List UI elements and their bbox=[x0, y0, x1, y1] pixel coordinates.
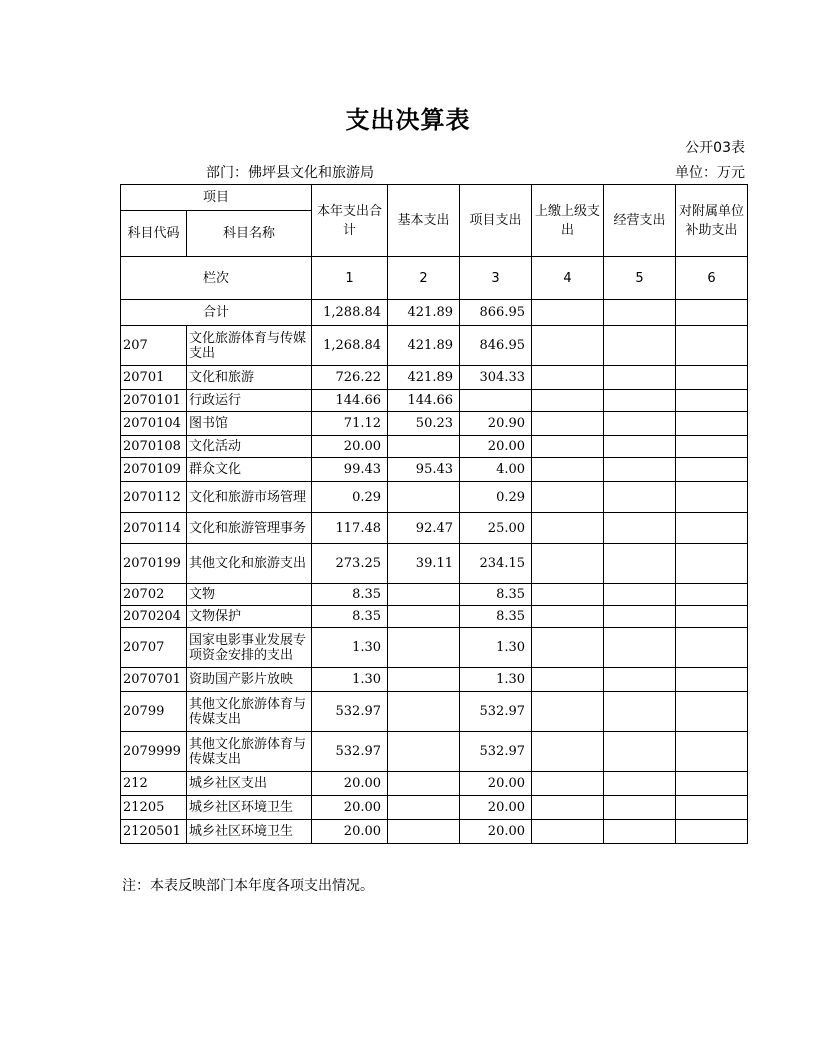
amount-project: 8.35 bbox=[460, 606, 532, 628]
empty-cell bbox=[604, 544, 676, 584]
empty-cell bbox=[676, 628, 748, 668]
subject-code: 2079999 bbox=[121, 732, 187, 772]
table-row bbox=[121, 772, 748, 796]
total-basic: 421.89 bbox=[388, 300, 460, 326]
empty-cell bbox=[676, 513, 748, 544]
subject-code: 2070114 bbox=[121, 513, 187, 544]
amount-total: 117.48 bbox=[312, 513, 388, 544]
table-row bbox=[121, 668, 748, 692]
subject-name: 国家电影事业发展专项资金安排的支出 bbox=[187, 628, 312, 668]
subject-code: 2070101 bbox=[121, 390, 187, 412]
amount-basic bbox=[388, 732, 460, 772]
header-item: 项目 bbox=[121, 185, 312, 211]
empty-cell bbox=[604, 513, 676, 544]
subject-name: 文化和旅游 bbox=[187, 366, 312, 390]
amount-project: 20.90 bbox=[460, 412, 532, 436]
amount-basic bbox=[388, 796, 460, 820]
header-basic: 基本支出 bbox=[388, 185, 460, 257]
subject-name: 群众文化 bbox=[187, 458, 312, 482]
empty-cell bbox=[532, 544, 604, 584]
table-row bbox=[121, 820, 748, 844]
empty-cell bbox=[604, 772, 676, 796]
unit-label: 单位：万元 bbox=[675, 165, 745, 181]
table-row bbox=[121, 606, 748, 628]
total-amount: 1,288.84 bbox=[312, 300, 388, 326]
amount-project: 20.00 bbox=[460, 796, 532, 820]
subject-code: 2070104 bbox=[121, 412, 187, 436]
subject-name: 城乡社区支出 bbox=[187, 772, 312, 796]
subject-name: 城乡社区环境卫生 bbox=[187, 796, 312, 820]
empty-cell bbox=[604, 436, 676, 458]
empty-cell bbox=[532, 772, 604, 796]
amount-total: 8.35 bbox=[312, 606, 388, 628]
empty-cell bbox=[676, 692, 748, 732]
subject-code: 2070109 bbox=[121, 458, 187, 482]
empty-cell bbox=[532, 732, 604, 772]
subject-name: 文物保护 bbox=[187, 606, 312, 628]
empty-cell bbox=[532, 390, 604, 412]
amount-basic: 92.47 bbox=[388, 513, 460, 544]
table-row bbox=[121, 482, 748, 513]
amount-project: 1.30 bbox=[460, 668, 532, 692]
amount-total: 1,268.84 bbox=[312, 326, 388, 366]
empty-cell bbox=[532, 606, 604, 628]
empty-cell bbox=[676, 732, 748, 772]
amount-basic: 421.89 bbox=[388, 366, 460, 390]
table-row bbox=[121, 458, 748, 482]
empty-cell bbox=[532, 412, 604, 436]
subject-name: 其他文化和旅游支出 bbox=[187, 544, 312, 584]
amount-project: 234.15 bbox=[460, 544, 532, 584]
amount-project: 1.30 bbox=[460, 628, 532, 668]
empty-cell bbox=[532, 584, 604, 606]
header-project: 项目支出 bbox=[460, 185, 532, 257]
empty-cell bbox=[676, 482, 748, 513]
amount-basic bbox=[388, 584, 460, 606]
table-row bbox=[121, 796, 748, 820]
department-label: 部门：佛坪县文化和旅游局 bbox=[206, 165, 374, 181]
subject-name: 文物 bbox=[187, 584, 312, 606]
amount-total: 20.00 bbox=[312, 772, 388, 796]
amount-project: 20.00 bbox=[460, 772, 532, 796]
subject-code: 20702 bbox=[121, 584, 187, 606]
total-project: 866.95 bbox=[460, 300, 532, 326]
amount-project: 0.29 bbox=[460, 482, 532, 513]
empty-cell bbox=[604, 390, 676, 412]
table-row bbox=[121, 692, 748, 732]
amount-basic bbox=[388, 692, 460, 732]
amount-project: 532.97 bbox=[460, 732, 532, 772]
empty-cell bbox=[676, 796, 748, 820]
subject-name: 行政运行 bbox=[187, 390, 312, 412]
amount-total: 144.66 bbox=[312, 390, 388, 412]
subject-code: 207 bbox=[121, 326, 187, 366]
subject-name: 文化活动 bbox=[187, 436, 312, 458]
subject-name: 文化和旅游管理事务 bbox=[187, 513, 312, 544]
empty-cell bbox=[532, 300, 604, 326]
empty-cell bbox=[532, 513, 604, 544]
subject-name: 文化旅游体育与传媒支出 bbox=[187, 326, 312, 366]
empty-cell bbox=[676, 606, 748, 628]
subject-code: 2070112 bbox=[121, 482, 187, 513]
col-num: 2 bbox=[388, 257, 460, 300]
empty-cell bbox=[604, 796, 676, 820]
empty-cell bbox=[676, 436, 748, 458]
amount-total: 20.00 bbox=[312, 436, 388, 458]
amount-basic bbox=[388, 606, 460, 628]
empty-cell bbox=[604, 458, 676, 482]
amount-basic bbox=[388, 772, 460, 796]
table-row bbox=[121, 390, 748, 412]
amount-project: 846.95 bbox=[460, 326, 532, 366]
empty-cell bbox=[604, 300, 676, 326]
amount-project: 25.00 bbox=[460, 513, 532, 544]
empty-cell bbox=[604, 584, 676, 606]
header-code: 科目代码 bbox=[121, 211, 187, 257]
amount-basic bbox=[388, 628, 460, 668]
amount-project bbox=[460, 390, 532, 412]
empty-cell bbox=[532, 326, 604, 366]
table-row bbox=[121, 628, 748, 668]
empty-cell bbox=[532, 820, 604, 844]
header-total: 本年支出合计 bbox=[312, 185, 388, 257]
empty-cell bbox=[604, 692, 676, 732]
table-row bbox=[121, 412, 748, 436]
table-row bbox=[121, 513, 748, 544]
subject-name: 其他文化旅游体育与传媒支出 bbox=[187, 692, 312, 732]
empty-cell bbox=[604, 326, 676, 366]
amount-total: 20.00 bbox=[312, 820, 388, 844]
amount-project: 20.00 bbox=[460, 820, 532, 844]
amount-total: 20.00 bbox=[312, 796, 388, 820]
footnote: 注：本表反映部门本年度各项支出情况。 bbox=[122, 878, 374, 894]
empty-cell bbox=[604, 412, 676, 436]
amount-total: 532.97 bbox=[312, 692, 388, 732]
amount-total: 1.30 bbox=[312, 628, 388, 668]
empty-cell bbox=[532, 628, 604, 668]
total-label: 合计 bbox=[121, 300, 312, 326]
total-row bbox=[121, 300, 748, 326]
amount-basic bbox=[388, 482, 460, 513]
subject-name: 城乡社区环境卫生 bbox=[187, 820, 312, 844]
amount-total: 0.29 bbox=[312, 482, 388, 513]
empty-cell bbox=[676, 366, 748, 390]
empty-cell bbox=[604, 668, 676, 692]
amount-basic: 50.23 bbox=[388, 412, 460, 436]
empty-cell bbox=[676, 820, 748, 844]
subject-code: 2070108 bbox=[121, 436, 187, 458]
empty-cell bbox=[676, 544, 748, 584]
column-label: 栏次 bbox=[121, 257, 312, 300]
empty-cell bbox=[604, 482, 676, 513]
header-subsidy: 对附属单位补助支出 bbox=[676, 185, 748, 257]
empty-cell bbox=[604, 628, 676, 668]
empty-cell bbox=[676, 300, 748, 326]
subject-name: 其他文化旅游体育与传媒支出 bbox=[187, 732, 312, 772]
empty-cell bbox=[604, 366, 676, 390]
empty-cell bbox=[532, 692, 604, 732]
subject-name: 图书馆 bbox=[187, 412, 312, 436]
table-row bbox=[121, 436, 748, 458]
subject-name: 文化和旅游市场管理 bbox=[187, 482, 312, 513]
empty-cell bbox=[676, 584, 748, 606]
amount-project: 304.33 bbox=[460, 366, 532, 390]
amount-total: 726.22 bbox=[312, 366, 388, 390]
col-num: 4 bbox=[532, 257, 604, 300]
page-title: 支出决算表 bbox=[345, 106, 471, 134]
table-row bbox=[121, 584, 748, 606]
amount-basic: 421.89 bbox=[388, 326, 460, 366]
amount-total: 532.97 bbox=[312, 732, 388, 772]
subject-code: 2120501 bbox=[121, 820, 187, 844]
subject-name: 资助国产影片放映 bbox=[187, 668, 312, 692]
empty-cell bbox=[604, 820, 676, 844]
empty-cell bbox=[604, 606, 676, 628]
empty-cell bbox=[532, 482, 604, 513]
amount-project: 4.00 bbox=[460, 458, 532, 482]
header-upper: 上缴上级支出 bbox=[532, 185, 604, 257]
amount-total: 71.12 bbox=[312, 412, 388, 436]
empty-cell bbox=[676, 458, 748, 482]
subject-code: 212 bbox=[121, 772, 187, 796]
form-number: 公开03表 bbox=[685, 140, 745, 156]
amount-total: 99.43 bbox=[312, 458, 388, 482]
subject-code: 2070701 bbox=[121, 668, 187, 692]
amount-total: 273.25 bbox=[312, 544, 388, 584]
header-business: 经营支出 bbox=[604, 185, 676, 257]
amount-basic: 39.11 bbox=[388, 544, 460, 584]
amount-basic bbox=[388, 668, 460, 692]
amount-project: 532.97 bbox=[460, 692, 532, 732]
header-name: 科目名称 bbox=[187, 211, 312, 257]
col-num: 3 bbox=[460, 257, 532, 300]
empty-cell bbox=[676, 412, 748, 436]
table-row bbox=[121, 544, 748, 584]
table-row bbox=[121, 732, 748, 772]
empty-cell bbox=[532, 796, 604, 820]
subject-code: 20701 bbox=[121, 366, 187, 390]
amount-basic: 95.43 bbox=[388, 458, 460, 482]
empty-cell bbox=[676, 326, 748, 366]
subject-code: 21205 bbox=[121, 796, 187, 820]
empty-cell bbox=[532, 668, 604, 692]
amount-project: 8.35 bbox=[460, 584, 532, 606]
col-num: 5 bbox=[604, 257, 676, 300]
table-row bbox=[121, 366, 748, 390]
empty-cell bbox=[532, 366, 604, 390]
amount-total: 1.30 bbox=[312, 668, 388, 692]
empty-cell bbox=[604, 732, 676, 772]
amount-project: 20.00 bbox=[460, 436, 532, 458]
amount-basic bbox=[388, 436, 460, 458]
subject-code: 2070204 bbox=[121, 606, 187, 628]
empty-cell bbox=[532, 436, 604, 458]
empty-cell bbox=[532, 458, 604, 482]
empty-cell bbox=[676, 668, 748, 692]
subject-code: 20799 bbox=[121, 692, 187, 732]
col-num: 1 bbox=[312, 257, 388, 300]
table-row bbox=[121, 326, 748, 366]
expenditure-table bbox=[120, 184, 748, 844]
amount-basic bbox=[388, 820, 460, 844]
col-num: 6 bbox=[676, 257, 748, 300]
amount-total: 8.35 bbox=[312, 584, 388, 606]
subject-code: 2070199 bbox=[121, 544, 187, 584]
subject-code: 20707 bbox=[121, 628, 187, 668]
empty-cell bbox=[676, 772, 748, 796]
amount-basic: 144.66 bbox=[388, 390, 460, 412]
empty-cell bbox=[676, 390, 748, 412]
